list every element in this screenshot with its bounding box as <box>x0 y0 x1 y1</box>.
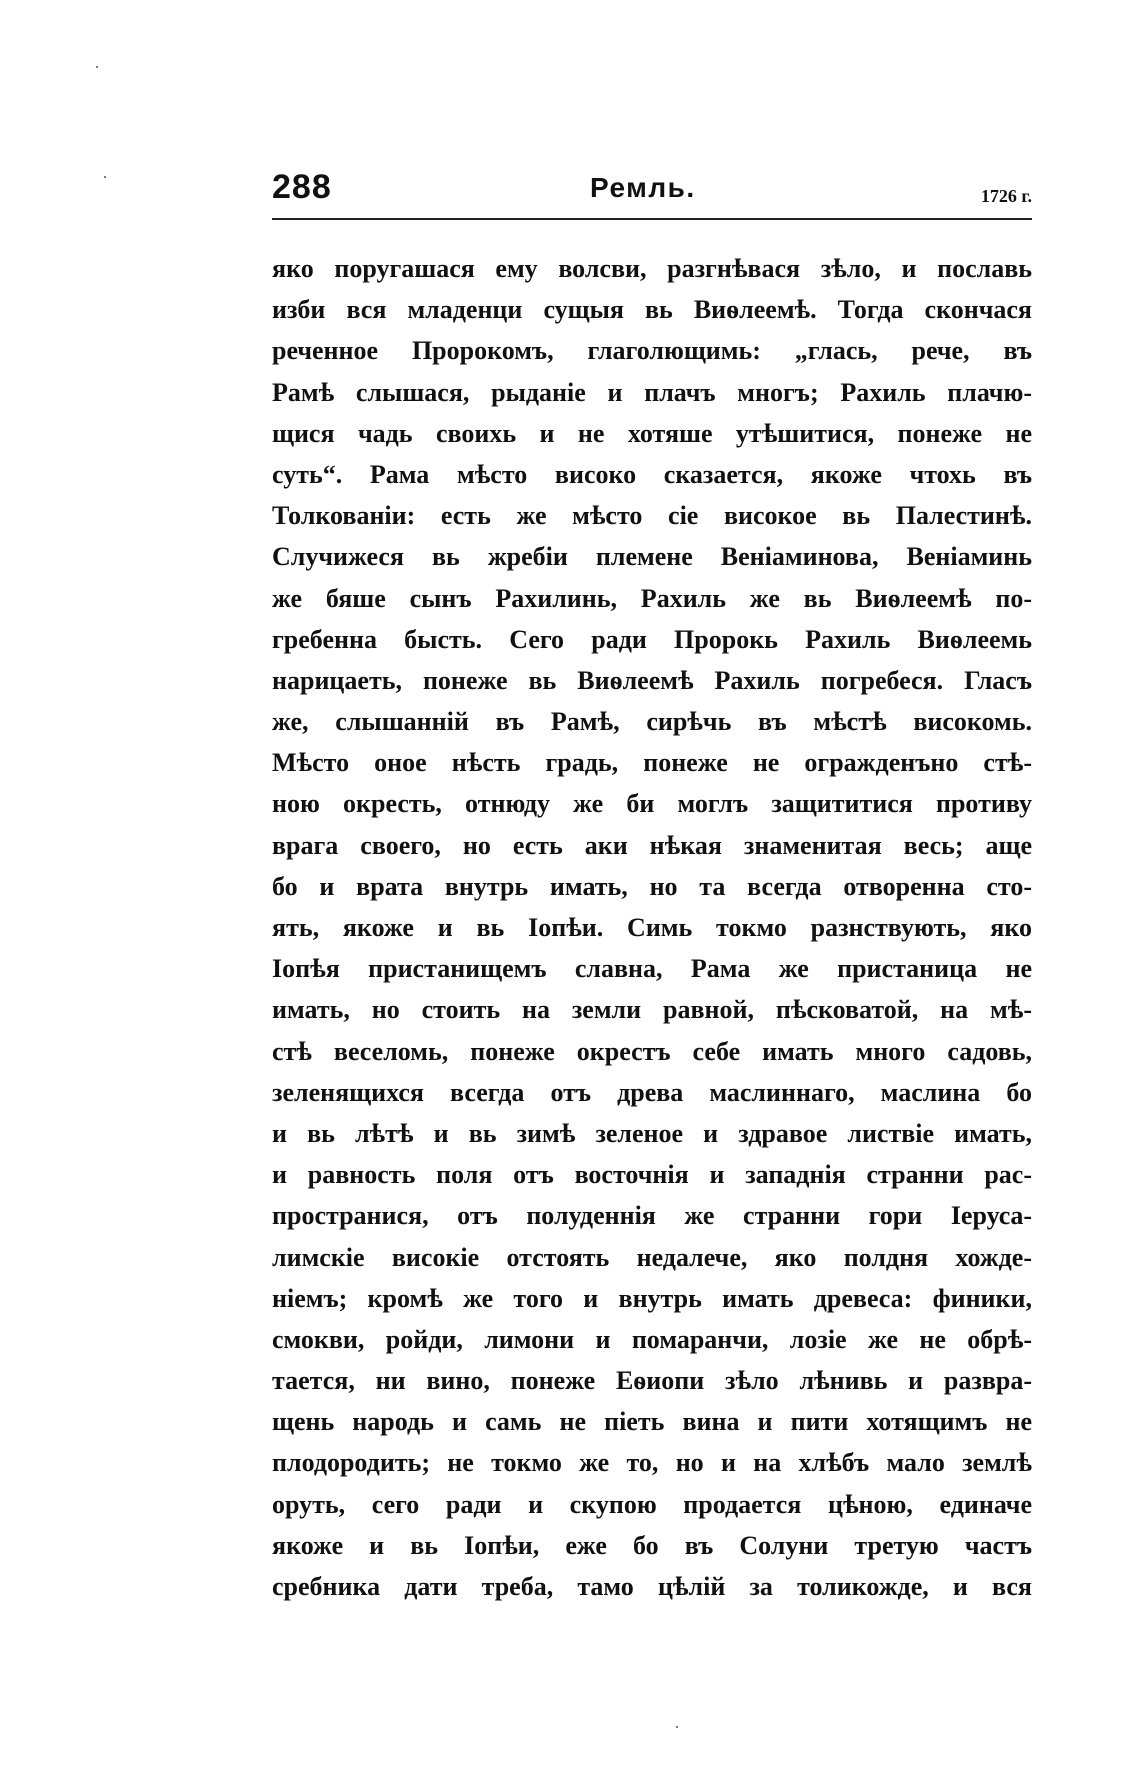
text-line: ять, якоже и вь Іопѣи. Симь токмо разнствують, яко <box>272 913 1032 942</box>
page-number: 288 <box>272 168 332 206</box>
text-line: лимскіе високіе отстоять недалече, яко полдня хожде- <box>272 1242 1032 1272</box>
text-line: же бяше сынъ Рахилинь, Рахиль же вь Виѳлеемѣ по- <box>272 583 1032 613</box>
text-line: зеленящихся всегда отъ древа маслиннаго, маслина бо <box>272 1077 1032 1107</box>
text-line: суть“. Рама мѣсто високо сказается, якоже чтохь въ <box>272 459 1032 489</box>
scan-speck <box>104 176 106 178</box>
text-line: оруть, сего ради и скупою продается цѣною, единаче <box>272 1489 1032 1519</box>
text-line: гребенна бысть. Сего ради Пророкь Рахиль Виѳлеемь <box>272 624 1032 654</box>
body-text <box>272 248 1032 1607</box>
text-line: смокви, ройди, лимони и помаранчи, лозіе же не обрѣ- <box>272 1324 1032 1354</box>
text-line: Толкованіи: есть же мѣсто сіе високое вь Палестинѣ. <box>272 501 1032 531</box>
text-line: якоже и вь Іопѣи, еже бо въ Солуни третую частъ <box>272 1530 1032 1560</box>
text-line: Случижеся вь жребіи племене Веніаминова, Веніаминь <box>272 542 1032 572</box>
text-line: изби вся младенци сущыя вь Виѳлеемѣ. Тогда скончася <box>272 295 1032 325</box>
text-line: Мѣсто оное нѣсть градь, понеже не огражденъно стѣ- <box>272 748 1032 778</box>
text-line: реченное Пророкомъ, глаголющимь: „глась, рече, въ <box>272 336 1032 366</box>
header-rule <box>272 218 1032 220</box>
text-line: врага своего, но есть аки нѣкая знаменитая весь; аще <box>272 830 1032 860</box>
text-line: нарицаеть, понеже вь Виѳлеемѣ Рахиль погребеся. Гласъ <box>272 665 1032 695</box>
running-title: Ремль. <box>590 172 696 203</box>
text-line: тается, ни вино, понеже Еѳиопи зѣло лѣнивь и развра- <box>272 1366 1032 1396</box>
text-line: Іопѣя пристанищемъ славна, Рама же пристаница не <box>272 954 1032 984</box>
text-line: бо и врата внутрь имать, но та всегда отворенна сто- <box>272 871 1032 901</box>
text-line: щень народь и самь не піеть вина и пити хотящимъ не <box>272 1407 1032 1437</box>
text-line: имать, но стоить на земли равной, пѣсковатой, на мѣ- <box>272 995 1032 1025</box>
text-line: и вь лѣтѣ и вь зимѣ зеленое и здравое листвіе имать, <box>272 1118 1032 1148</box>
text-line: стѣ веселомь, понеже окрестъ себе имать много садовь, <box>272 1036 1032 1066</box>
page-header <box>272 168 1032 220</box>
text-line: ною окресть, отнюду же би моглъ защититися противу <box>272 789 1032 819</box>
text-line: Рамѣ слышася, рыданіе и плачъ многъ; Рахиль плачю- <box>272 377 1032 407</box>
text-line: щися чадь своихь и не хотяше утѣшитися, понеже не <box>272 418 1032 448</box>
text-line: и равность поля отъ восточнія и западнія странни рас- <box>272 1160 1032 1190</box>
text-line: ніемъ; кромѣ же того и внутрь имать древеса: финики, <box>272 1283 1032 1313</box>
header-year: 1726 г. <box>980 186 1032 206</box>
text-line: сребника дати треба, тамо цѣлій за толикожде, и вся <box>272 1572 1032 1601</box>
text-line: пространися, отъ полуденнія же странни гори Іерусa- <box>272 1201 1032 1231</box>
scan-speck <box>96 66 98 68</box>
text-line: же, слышаннiй въ Рамѣ, сирѣчь въ мѣстѣ високомь. <box>272 707 1032 737</box>
text-line: плодородить; не токмо же то, но и на хлѣбъ мало землѣ <box>272 1448 1032 1478</box>
text-line: яко поругашася ему волсви, разгнѣвася зѣло, и пославь <box>272 254 1032 283</box>
scan-speck <box>676 1726 678 1728</box>
